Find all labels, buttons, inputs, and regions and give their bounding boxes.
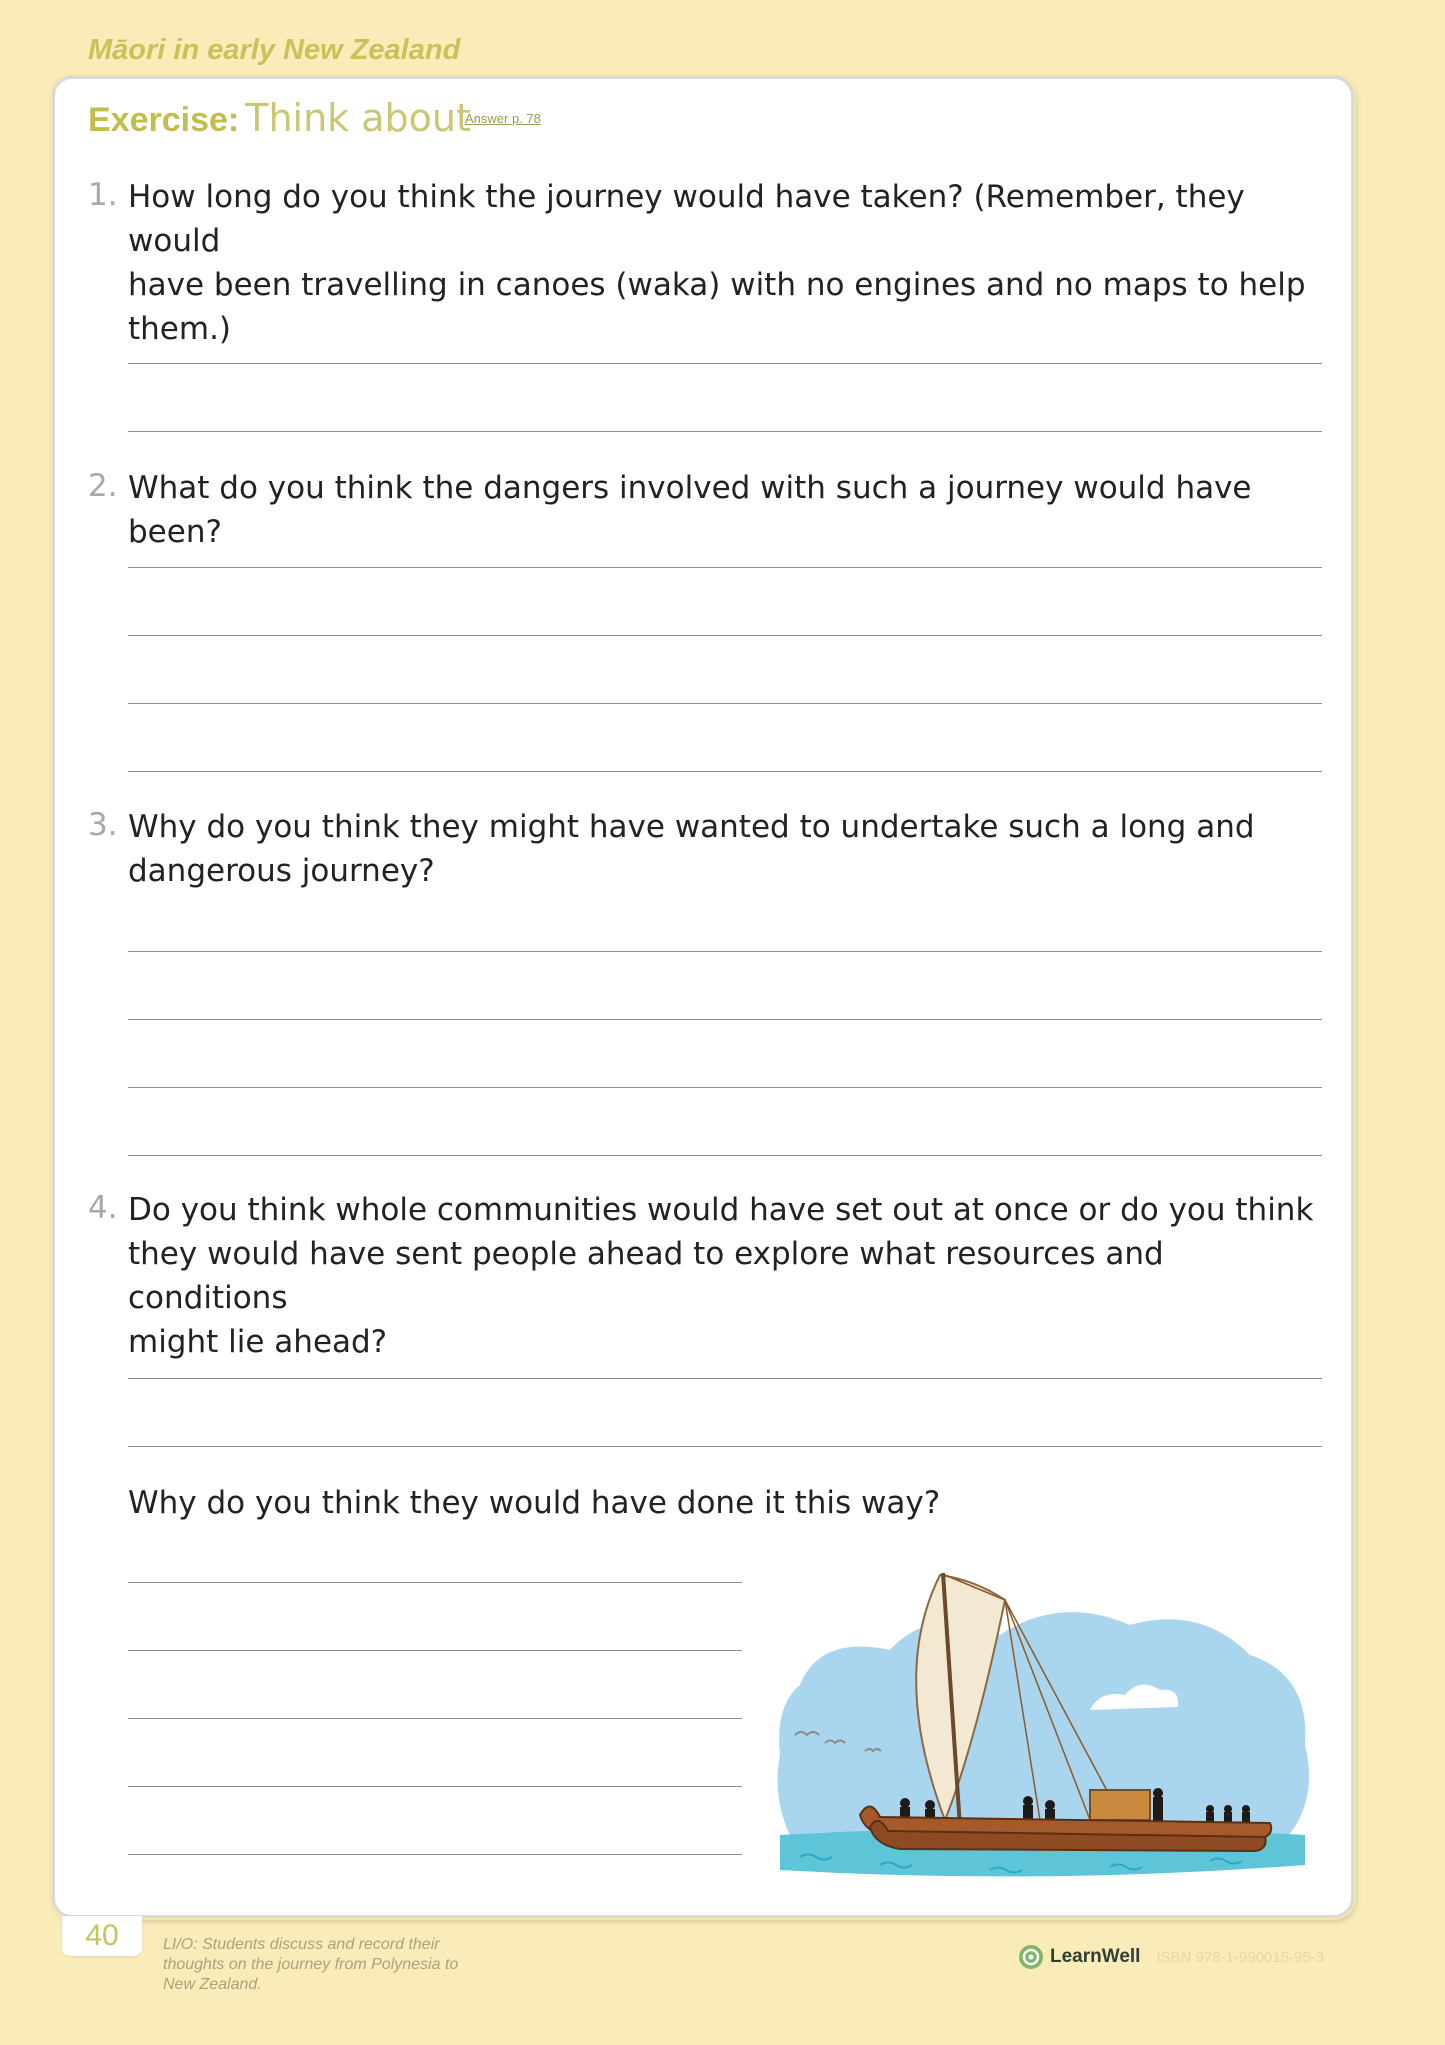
answer-line[interactable] bbox=[128, 951, 1322, 952]
answer-line[interactable] bbox=[128, 363, 1322, 364]
exercise-label: Exercise: bbox=[88, 101, 240, 139]
waka-illustration bbox=[760, 1565, 1320, 1895]
learning-intention-note: LI/O: Students discuss and record their thoughts on the journey from Polynesia to New Zealand. bbox=[163, 1936, 459, 1993]
answer-line[interactable] bbox=[128, 431, 1322, 432]
answer-line[interactable] bbox=[128, 1786, 742, 1787]
question-1-text: How long do you think the journey would have taken? (Remember, they would have been travelling in canoes (waka) with no engines and no maps to help them.) bbox=[128, 179, 1306, 347]
answer-reference-link[interactable]: Answer p. 78 bbox=[465, 111, 541, 126]
question-3-number: 3. bbox=[88, 807, 118, 843]
question-4-text: Do you think whole communities would have set out at once or do you think they would have sent people ahead to explore what resources and conditions might lie ahead? bbox=[128, 1192, 1314, 1360]
isbn: ISBN 978-1-990015-95-3 bbox=[1156, 1948, 1325, 1966]
question-4-number: 4. bbox=[88, 1190, 118, 1226]
answer-line[interactable] bbox=[128, 567, 1322, 568]
answer-line[interactable] bbox=[128, 1718, 742, 1719]
brand-name: LearnWell bbox=[1050, 1946, 1141, 1967]
answer-line[interactable] bbox=[128, 703, 1322, 704]
learnwell-logo-icon bbox=[1018, 1944, 1044, 1970]
exercise-heading bbox=[88, 96, 471, 140]
answer-line[interactable] bbox=[128, 1650, 742, 1651]
answer-line[interactable] bbox=[128, 1378, 1322, 1379]
brand-footer bbox=[1018, 1944, 1324, 1970]
question-3-text: Why do you think they might have wanted to undertake such a long and dangerous journey? bbox=[128, 809, 1255, 889]
answer-line[interactable] bbox=[128, 1019, 1322, 1020]
running-title: Māori in early New Zealand bbox=[88, 34, 461, 66]
answer-line[interactable] bbox=[128, 1582, 742, 1583]
answer-line[interactable] bbox=[128, 635, 1322, 636]
answer-line[interactable] bbox=[128, 771, 1322, 772]
answer-line[interactable] bbox=[128, 1854, 742, 1855]
question-2-number: 2. bbox=[88, 468, 118, 504]
exercise-title: Think about bbox=[245, 96, 471, 140]
page-number: 40 bbox=[62, 1916, 142, 1956]
answer-line[interactable] bbox=[128, 1155, 1322, 1156]
question-4-followup: Why do you think they would have done it this way? bbox=[128, 1485, 941, 1521]
answer-line[interactable] bbox=[128, 1446, 1322, 1447]
question-2-text: What do you think the dangers involved with such a journey would have been? bbox=[128, 470, 1252, 550]
deck-shelter bbox=[1090, 1790, 1150, 1820]
question-1-number: 1. bbox=[88, 177, 118, 213]
answer-line[interactable] bbox=[128, 1087, 1322, 1088]
